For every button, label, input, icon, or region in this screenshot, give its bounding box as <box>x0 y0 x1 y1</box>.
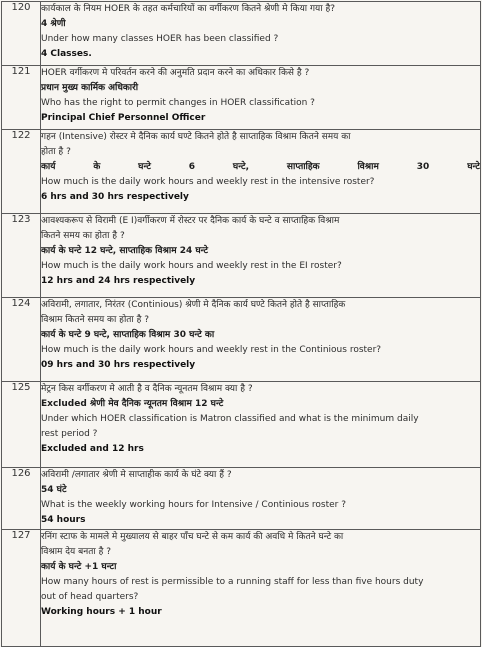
answer-hindi-word: 6 <box>188 162 196 172</box>
answer-hindi: कार्य के घन्टे +1 घन्टा <box>41 562 117 572</box>
question-number: 126 <box>2 468 41 530</box>
question-hindi: विश्राम कितने समय का होता है ? <box>41 315 150 325</box>
answer-hindi-word: कार्य <box>41 162 56 172</box>
answer-hindi-word: साप्ताहिक <box>286 162 320 172</box>
question-english: What is the weekly working hours for Intensive / Continious roster ? <box>41 500 347 510</box>
qa-content <box>41 2 481 66</box>
question-english: Who has the right to permit changes in HOER classification ? <box>41 98 315 108</box>
answer-english: Excluded and 12 hrs <box>41 444 144 454</box>
question-english: Under how many classes HOER has been classified ? <box>41 34 279 44</box>
answer-hindi-word: विश्राम <box>357 162 379 172</box>
qa-content <box>41 468 481 530</box>
question-english: How much is the daily work hours and weekly rest in the Continious roster? <box>41 345 382 355</box>
answer-hindi: 54 घंटे <box>41 485 67 495</box>
answer-hindi-word: 30 <box>416 162 430 172</box>
question-hindi: गहन (Intensive) रोस्टर मे दैनिक कार्य घण्टे कितने होते है साप्ताहिक विश्राम कितने समय का <box>41 132 351 142</box>
qa-row <box>2 382 481 468</box>
question-number: 122 <box>2 130 41 214</box>
question-english: How many hours of rest is permissible to a running staff for less than five hours duty <box>41 577 424 587</box>
answer-hindi: प्रधान मुख्य कार्मिक अधिकारी <box>41 83 139 93</box>
answer-english: Working hours + 1 hour <box>41 607 162 617</box>
question-number: 125 <box>2 382 41 468</box>
answer-hindi: Excluded श्रेणी मेव दैनिक न्यूनतम विश्राम 12 घन्टे <box>41 399 224 409</box>
qa-row <box>2 2 481 66</box>
question-hindi: HOER वर्गीकरण मे परिवर्तन करने की अनुमति प्रदान करने का अधिकार किसे है ? <box>41 68 310 78</box>
qa-content <box>41 66 481 130</box>
question-hindi: अविरामी /लगातार श्रेणी मे साप्ताहीक कार्य के घंटे क्या हैं ? <box>41 470 232 480</box>
qa-content <box>41 130 481 214</box>
question-english: rest period ? <box>41 429 98 439</box>
qa-row <box>2 468 481 530</box>
answer-english: 54 hours <box>41 515 86 525</box>
question-hindi: विश्राम देय बनता है ? <box>41 547 112 557</box>
answer-hindi: कार्य के घन्टे 9 घन्टे, साप्ताहिक विश्राम 30 घन्टे का <box>41 330 215 340</box>
question-hindi: आवश्यकरूप से विरामी (E I)वर्गीकरण में रोस्टर पर दैनिक कार्य के घन्टे व साप्ताहिक विश्राम <box>41 216 340 226</box>
answer-english: 09 hrs and 30 hrs respectively <box>41 360 196 370</box>
answer-english: 4 Classes. <box>41 49 92 59</box>
answer-english: 12 hrs and 24 hrs respectively <box>41 276 196 286</box>
answer-english: Principal Chief Personnel Officer <box>41 113 206 123</box>
answer-hindi-word: घन्टे <box>467 162 480 172</box>
question-english: Under which HOER classification is Matron classified and what is the minimum daily <box>41 414 419 424</box>
question-number: 123 <box>2 214 41 298</box>
qa-row <box>2 530 481 647</box>
answer-hindi-word: घन्टे <box>138 162 151 172</box>
question-number: 127 <box>2 530 41 647</box>
question-english: out of head quarters? <box>41 592 139 602</box>
question-hindi: अविरामी, लगातार, निरंतर (Continious) श्रेणी मे दैनिक कार्य घण्टे कितने होते है साप्ताहिक <box>41 300 346 310</box>
answer-hindi <box>41 160 480 175</box>
answer-english: 6 hrs and 30 hrs respectively <box>41 192 189 202</box>
question-hindi: होता है ? <box>41 147 71 157</box>
qa-table <box>1 1 481 647</box>
qa-row <box>2 130 481 214</box>
answer-hindi: कार्य के घन्टे 12 घन्टे, साप्ताहिक विश्राम 24 घन्टे <box>41 246 209 256</box>
qa-content <box>41 214 481 298</box>
question-number: 121 <box>2 66 41 130</box>
qa-row <box>2 214 481 298</box>
question-hindi: रनिंग स्टाफ के मामले मे मुख्यालय से बाहर पाँच घन्टे से कम कार्य की अवधि मे कितने घन्टे का <box>41 532 344 542</box>
question-hindi: कार्यकाल के नियम HOER के तहत कर्मचारियों का वर्गीकरण कितने श्रेणी मे किया गया है? <box>41 4 336 14</box>
qa-content <box>41 298 481 382</box>
question-number: 124 <box>2 298 41 382</box>
question-number: 120 <box>2 2 41 66</box>
qa-row <box>2 66 481 130</box>
qa-row <box>2 298 481 382</box>
question-hindi: मेट्रन किस वर्गीकरण मे आती है व दैनिक न्यूनतम विश्राम क्या है ? <box>41 384 253 394</box>
qa-content <box>41 530 481 647</box>
question-english: How much is the daily work hours and weekly rest in the intensive roster? <box>41 177 375 187</box>
answer-hindi-word: के <box>93 162 101 172</box>
answer-hindi-word: घन्टे, <box>232 162 250 172</box>
answer-hindi: 4 श्रेणी <box>41 19 66 29</box>
question-english: How much is the daily work hours and weekly rest in the EI roster? <box>41 261 342 271</box>
qa-content <box>41 382 481 468</box>
question-hindi: कितने समय का होता है ? <box>41 231 125 241</box>
